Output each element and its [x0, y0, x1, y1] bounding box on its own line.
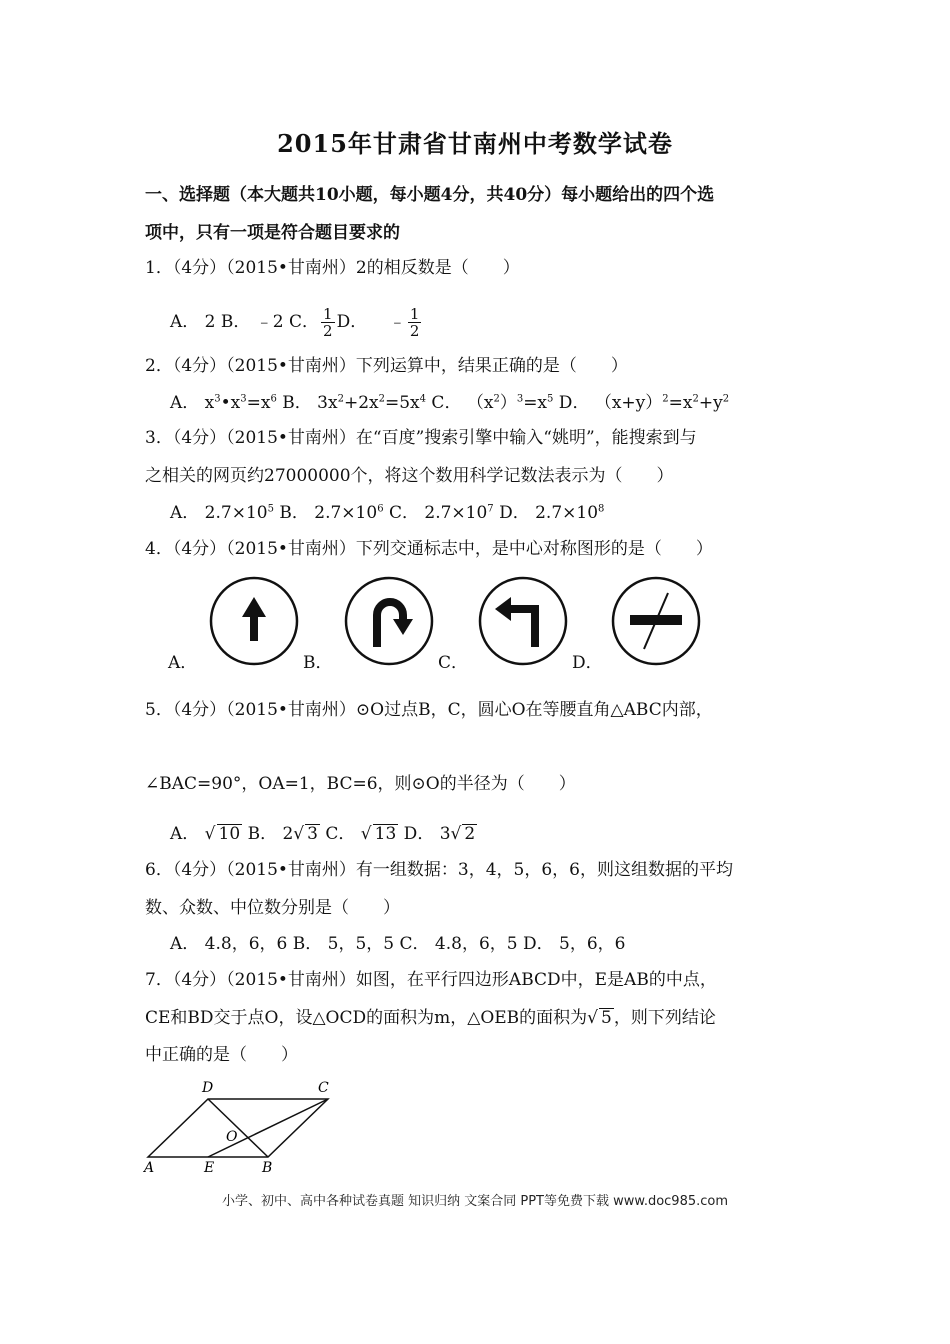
q1-option-d-label: D．: [336, 312, 368, 332]
q4-label-d: D．: [572, 653, 603, 673]
question-3-line1: 3．（4分）（2015•甘南州）在“百度”搜索引擎中输入“姚明”，能搜索到与: [145, 428, 697, 448]
up-arrow-sign-icon: [208, 575, 300, 667]
question-6-line2: 数、众数、中位数分别是（ ）: [145, 898, 400, 918]
footer-text: 小学、初中、高中各种试卷真题 知识归纳 文案合同 PPT等免费下载 www.doc985.com: [221, 1194, 729, 1209]
question-7-line3: 中正确的是（ ）: [145, 1045, 298, 1065]
question-7-line2: CE和BD交于点O，设△OCD的面积为m，△OEB的面积为√ 5 ，则下列结论: [145, 1008, 716, 1028]
figure-label-d: D: [202, 1080, 214, 1096]
u-turn-sign-icon: [343, 575, 435, 667]
question-6-line1: 6．（4分）（2015•甘南州）有一组数据：3，4，5，6，6，则这组数据的平均: [145, 860, 734, 880]
q1-fraction-c: $\frac{1}{2}$: [323, 305, 333, 340]
left-turn-sign-icon: [477, 575, 569, 667]
question-5-options: A． √ 10 B． 2√ 3 C． √ 13 D． 3√ 2: [170, 824, 476, 844]
q4-label-b: B．: [303, 653, 333, 673]
section-heading-line2: 项中，只有一项是符合题目要求的: [145, 223, 400, 243]
q1-options-ab: A． 2 B． ﹣2 C．: [170, 312, 320, 332]
q4-label-c: C．: [438, 653, 469, 673]
question-2-options: A． $x^3•x^3=x^6$ B． $3x^2+2x^2=5x^4$ C． $(x^2)^3=x^5$ D． $(x+y)^2=x^2+y^2$: [170, 393, 730, 413]
section-heading-line1: 一、选择题（本大题共10小题，每小题4分，共40分）每小题给出的四个选: [145, 185, 715, 205]
question-1-options: [170, 306, 423, 339]
q4-label-a: A．: [168, 653, 198, 673]
figure-label-c: C: [318, 1080, 329, 1096]
question-5-line2: ∠BAC=90°，OA=1，BC=6，则⊙O的半径为（ ）: [145, 774, 576, 794]
question-6-options: A． 4.8，6，6 B． 5，5，5 C． 4.8，6，5 D． 5，6，6: [170, 934, 626, 954]
figure-label-e: E: [204, 1160, 215, 1175]
q1-minus-sign: ﹣: [388, 312, 406, 332]
question-3-options: A． $2.7\times 10^5$ B． $2.7\times 10^6$ C． $2.7\times 10^7$ D． $2.7\times 10^8$: [170, 503, 605, 523]
q1-fraction-d: $\frac{1}{2}$: [409, 305, 420, 340]
figure-label-o: O: [226, 1129, 238, 1145]
page-title: 2015年甘肃省甘南州中考数学试卷: [277, 129, 673, 158]
question-1-stem: 1．（4分）（2015•甘南州）2的相反数是（ ）: [145, 258, 520, 278]
question-4-stem: 4．（4分）（2015•甘南州）下列交通标志中，是中心对称图形的是（ ）: [145, 539, 713, 559]
figure-label-a: A: [144, 1160, 155, 1175]
figure-label-b: B: [262, 1160, 273, 1175]
parallelogram-figure: [140, 1075, 340, 1175]
question-5-line1: 5．（4分）（2015•甘南州）⊙O过点B，C，圆心O在等腰直角△ABC内部，: [145, 700, 713, 720]
section-heading: [145, 176, 815, 252]
slashed-bar-sign-icon: [610, 575, 702, 667]
question-2-stem: 2．（4分）（2015•甘南州）下列运算中，结果正确的是（ ）: [145, 356, 628, 376]
question-3-line2: 之相关的网页约27000000个，将这个数用科学记数法表示为（ ）: [145, 466, 674, 486]
question-7-line1: 7．（4分）（2015•甘南州）如图，在平行四边形ABCD中，E是AB的中点，: [145, 970, 717, 990]
